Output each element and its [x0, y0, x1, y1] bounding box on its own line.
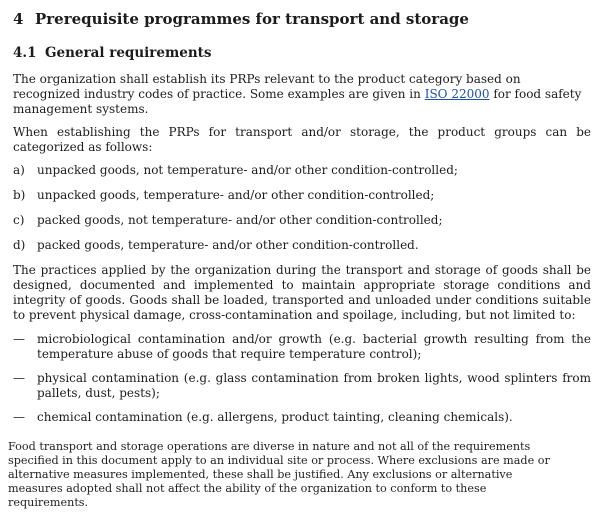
categories-intro-paragraph: When establishing the PRPs for transport and/or storage, the product groups can be categorized as follows:: [13, 125, 591, 154]
list-marker: a): [13, 163, 25, 177]
intro-paragraph: [13, 72, 591, 117]
list-marker: b): [13, 188, 26, 202]
section-title: Prerequisite programmes for transport and storage: [35, 10, 469, 28]
list-item-text: packed goods, temperature- and/or other condition-controlled.: [37, 238, 419, 252]
list-item: [13, 238, 591, 253]
list-item-text: microbiological contamination and/or growth (e.g. bacterial growth resulting from the temperature abuse of goods that require temperature control);: [37, 332, 591, 361]
dash-marker: —: [13, 332, 25, 346]
subsection-number: 4.1: [13, 45, 37, 61]
document-body: [13, 8, 591, 434]
list-item: [13, 371, 591, 401]
list-marker: d): [13, 238, 26, 252]
list-item: [13, 332, 591, 362]
section-number: 4: [13, 10, 24, 28]
list-item-text: physical contamination (e.g. glass contamination from broken lights, wood splinters from pallets, dust, pests);: [37, 371, 591, 400]
intro-text-after: for food safety management systems.: [13, 87, 582, 116]
list-marker: c): [13, 213, 25, 227]
section-heading: [13, 8, 591, 30]
intro-text-before: The organization shall establish its PRPs relevant to the product category based on recognized industry codes of practice. Some examples are given in: [13, 72, 521, 101]
note-paragraph: Food transport and storage operations are diverse in nature and not all of the requirements specified in this document apply to an individual site or process. Where exclusions are made or alternative measures implemented, these shall be justified. Any exclusions or alternative measures adopted shall not affect the ability of the organization to conform to these requirements.: [8, 440, 550, 509]
practices-paragraph: The practices applied by the organization during the transport and storage of goods shall be designed, documented and implemented to maintain appropriate storage conditions and integrity of goods. Goods shall be loaded, transported and unloaded under conditions suitable to prevent physical damage, cross-contamination and spoilage, including, but not limited to:: [13, 263, 591, 322]
dash-marker: —: [13, 371, 25, 385]
list-item: [13, 410, 591, 425]
list-item: [13, 163, 591, 178]
dash-marker: —: [13, 410, 25, 424]
list-item-text: chemical contamination (e.g. allergens, product tainting, cleaning chemicals).: [37, 410, 513, 424]
list-item-text: unpacked goods, not temperature- and/or other condition-controlled;: [37, 163, 458, 177]
list-item: [13, 213, 591, 228]
list-item: [13, 188, 591, 203]
subsection-heading: [13, 43, 591, 63]
subsection-title: General requirements: [45, 45, 212, 61]
contamination-list: [13, 332, 591, 425]
list-item-text: unpacked goods, temperature- and/or other condition-controlled;: [37, 188, 435, 202]
list-item-text: packed goods, not temperature- and/or other condition-controlled;: [37, 213, 443, 227]
iso-22000-link[interactable]: ISO 22000: [424, 87, 490, 101]
category-list: [13, 163, 591, 253]
